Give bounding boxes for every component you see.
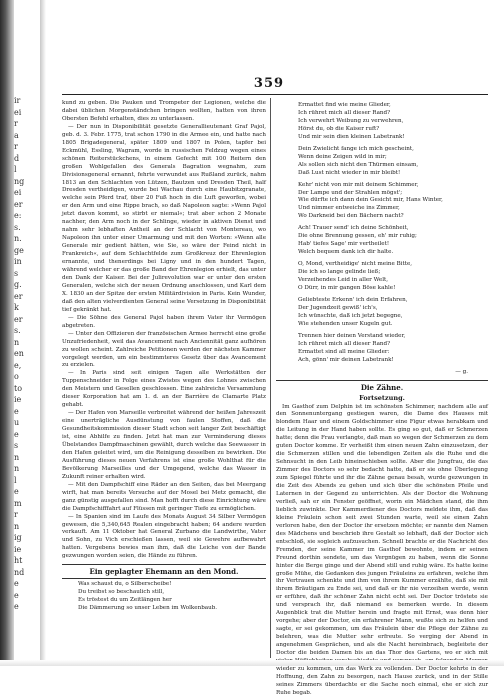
left-column: [62, 100, 266, 655]
previous-page-fragment-line: ng: [14, 176, 25, 186]
poem-line: Dein Zwielicht fange ich mich gescheint,: [298, 145, 414, 152]
poem-line: Es tröstest du um Zeitlängen her: [78, 597, 172, 604]
previous-page-fragment-line: e: [14, 590, 19, 600]
previous-page-fragment-line: in: [14, 257, 22, 266]
previous-page-fragment-line: nd: [14, 567, 25, 577]
poem-line: Kehr' nicht von mir mit deinem Schimmer,: [298, 181, 419, 188]
previous-page-fragment-line: ei: [14, 188, 22, 197]
previous-page-fragment-line: n.: [14, 234, 22, 243]
poem-line: Welch bequem dank ich dir halte.: [298, 249, 394, 256]
previous-page-fragment-line: m: [14, 498, 22, 508]
previous-page-fragment-line: ge: [14, 245, 24, 255]
poem-line: Die ohne Brennung gessen, eh' mir ruhig;: [298, 233, 417, 240]
poem-line: Die Dämmerung so unser Leben im Wolkenbaub.: [78, 605, 218, 612]
poem-line: Die ich so lange gelinde ließ;: [298, 269, 381, 276]
book-gutter: [40, 0, 46, 666]
section-separator: [62, 564, 266, 565]
poem-line: O, Mond, vertheidige' nicht meine Bitte,: [298, 261, 413, 268]
page-number: 359: [253, 76, 285, 91]
poem-signature: — g.: [455, 368, 468, 375]
previous-page-fragment-line: r: [14, 142, 18, 151]
poem-line: Verzeihendes Leid in aller Welt,: [298, 277, 389, 284]
previous-page-fragment-line: g.: [14, 280, 22, 289]
poem-line: Ich verwehrt Weibung zu verwehren,: [298, 117, 404, 124]
paragraph: — In Spanien sind im Laufe des Monats August 34 Silber Vermögen gewesen, die 5,340,645 Realen eingebracht haben; 64 andere wurden verkauft. Am 11 Oktober hat General Zurbano die Landwirthe, Vater und Sohn, zu Vich erschießen lassen, weil sie Gewehre aufbewahrt hatten. Vergebens bewies man ihm, daß die Leiche von der Bande gezwungen worden seien, die Hände zu führen.: [62, 513, 266, 560]
previous-page-fragment-line: er: [14, 199, 23, 209]
previous-page-fragment-line: s: [14, 268, 19, 278]
article-subheading: Fortsetzung.: [359, 393, 405, 402]
section-separator: [276, 380, 488, 381]
poem-line: Ich wünschte, daß ich jetzt begegne,: [298, 312, 403, 319]
poem-line: Als sollen sich nicht den Thürmen einsam,: [298, 161, 419, 168]
previous-page-fragment-line: k: [14, 303, 19, 312]
poem-stanza: [276, 297, 488, 329]
previous-page-fragment-line: en: [14, 349, 24, 358]
left-column-paragraphs: [62, 100, 266, 561]
previous-page-fragment-line: s.: [14, 222, 21, 232]
previous-page-fragment-line: n: [14, 337, 20, 347]
poem-line: Was schaust du, o Silberscheibe!: [78, 581, 172, 588]
previous-page-fragment-line: ie: [14, 395, 22, 404]
poem-line: Der Lampe und der Strahlen mögst';: [298, 189, 403, 196]
article-title: Die Zähne.: [360, 382, 404, 392]
poem-line: Ermattet sind all meine Glieder:: [298, 348, 390, 355]
previous-page-fragment-line: d: [14, 153, 20, 163]
previous-page-fragment-line: e: [14, 487, 19, 496]
poem-stanza: [276, 182, 488, 222]
poem-line: Ermattet find wie meine Glieder,: [298, 102, 391, 108]
paragraph: — Unter den Offizieren der französischen Armee herrscht eine große Unzufriedenheit, weil das Avancement nach Anciennität ganz aufhören zu wollen scheint. Zahlreiche Petitionen werden der nächsten Kammer vorgelegt werden, um ein bestimmteres Gesetz über das Avancement zu erzielen.: [62, 330, 266, 369]
previous-page-fragment-line: u: [14, 418, 20, 427]
column-divider: [270, 98, 271, 658]
previous-page-fragment-line: to: [14, 383, 23, 393]
previous-page-fragment-line: ht: [14, 556, 23, 565]
previous-page-fragment-line: er: [14, 291, 23, 301]
previous-page-fragment-line: s.: [14, 326, 21, 335]
poem-stanza: [276, 261, 488, 293]
paragraph: kund zu geben. Die Pauken und Trompeter der Legionen, welche die dabei üblichen Morgenständchen bringen wollten, hatten von ihren Obersten Befehl erhalten, dies zu unterlassen.: [62, 100, 266, 122]
previous-page-fragment-line: e,: [14, 360, 22, 370]
header-rule: [62, 94, 488, 95]
paragraph: Im Gasthof zum Delphin ist im schönsten Schimmer, nachdem alle auf den Sonnenuntergang gestiegen waren, die Dame des Hauses mit blondem Haar und einem Goldschimmer eine Figur etwas herabkam und die Leitung in der Hand haben sollte. Es ging so gut, daß er Schmerzen hatte; denn die Frau verlangte, daß man so wegen der Schmerzen zu dem guten Doctor komme. Er verheißt ihm einen neuen Zahn einzusetzen, der die Schmerzen stillen und die lebendigen Zeiten als die Ruhe und die Sehnsucht in den Leib hineinschieben sollte. Aber die Jungfrau, die das Zimmer des Doctors so sehr bedacht hatte, daß er sie ohne Überlegung zum Spiegel führte und ihr die Zähne genau besah, wurde gezwungen in die Zeit des Abends zu gehen und sich über die schönsten Pfeile und Laternen in der Gegend zu unterrichten. Als der Doctor die Wohnung verließ, sah er ein Fenster geöffnet, worin ein Mädchen stand, die ihm lieblich zuwinkte. Der Kammerdiener des Doctors meldete ihm, daß das kleine Fräulein schon seit zwei Stunden warte, weil sie einen Zahn verloren habe, den der Doctor ihr ersetzen möchte; er nannte den Namen des Mädchens und beschrieb ihre Gestalt so lebhaft, daß der Doctor sich entschloß, sie sogleich aufzusuchen. Schnell brachte er die Nachricht des Fremden, der seine Kammer im Gasthof bewohnte, indem er seinen Freund dorthin sendete, um das Vergnügen zu haben, wenn die Sonne hinter die Berge ginge und der Abend still und ruhig wäre. Es hatte keine große Mühe, die Gedanken des jungen Fräuleins zu erfahren, welche ihm ihr Vertrauen schenkte und ihm von ihrem Kummer erzählte, daß sie mit ihrem Bräutigam zu Ende sei, und daß er ihr nie verzeihen werde, wenn er erführe, daß ihr schöner Zahn nicht echt sei. Der Doctor tröstete sie und versprach ihr, daß niemand es bemerken werde. In diesem Augenblick trat die Mutter herein und fragte mit Ernst, was denn hier vorgehe; aber der Doctor, ein erfahrener Mann, wußte sich zu helfen und sagte, er sei gekommen, um das Fräulein über die Pflege der Zähne zu belehren, was die Mutter sehr erfreute. So verging der Abend in angenehmen Gesprächen, und als die Nacht hereinbrach, begleitete der Doctor die beiden Damen bis an das Thor des Gartens, wo er sich mit wieder zu kommen, um das Werk zu vollenden. Der Doctor kehrte in der Hoffnung, den Zahn zu besorgen, nach Hause zurück, und in der Stille seines Zimmers überdachte er die Sache noch einmal, ehe er sich zur Ruhe begab.: [276, 403, 488, 696]
poem-title: Ein geplagter Ehemann an den Mond.: [62, 567, 266, 579]
scan-edge: [0, 0, 14, 666]
paragraph: — Der nun in Disponibilität gesetzte Generallieutenant Graf Pajol, geb. d. 3. Febr. 1775, trat schon 1790 in die Armee ein, und hatte nach 1805 Brigadegeneral, später 1809 und 1807 in Polen, tapfer bei Eckmühl, Essling, Wagram, worde in russischen Feldzug wegen eines schönen Reiterstückchens, in einem Gefecht mit 100 Reitern den großen Wohlgefallen des Generals Bagration wegnahm, zum Divisionsgeneral ernannt, fehrte verwundet aus Rußland zurück, nahm 1813 an den Schlachten von Lützen, Bautzen und Dresden Theil, half Dresden vertheidigen, wurde bei Wachau durch eine Haubitzgranate, welche sein Pferd traf, über 20 Fuß hoch in die Luft geworfen, wobei er den Arm und eine Rippe brach, so daß Napoleon sagte: »Wenn Pajol jetzt davon kommt, so stirbt er niemal«; trat aber schon 2 Monate nachher, den Arm noch in der Schlinge, wieder in aktiven Dienst und nahm sehr lebhaften Antheil an der Schlacht von Montereau, wo Napoleon ihn unter einer Umarmung und mit den Worten: »Wenn alle Generale mir gedient hätten, wie Sie, so wäre der Feind nicht in Frankreich«, auf dem Schlachtfelde zum Großkreuz der Ehrenlegion ernannte, und thenerdings bei Ligny und in den hundert Tagen, während welcher er das große Band der Ehrenlegion erhielt, das unter den Dank der Kaiser. Bei der Julirevolution war er unter den ersten Generalen, welche sich der neuen Ordnung anschlossen, und Karl dem X. 1830 an der Spitze der ersten Militärdivision in Paris. Kein Wunder, daß den alten vielverdienten General seine Versetzung in Disponibilität tief gekränkt hat.: [62, 123, 266, 313]
previous-page-fragment: [14, 95, 40, 645]
previous-page-fragment-line: n: [14, 452, 20, 462]
paragraph: — Die Söhne des General Pajol haben ihrem Vater ihr Vermögen abgetreten.: [62, 314, 266, 329]
poem-line: Hörst du, ob die Kaiser ruft?: [298, 125, 380, 132]
paragraph: — Mit den Dampfschiff eine Räder an den Seiten, das bei Meergang wirft, hat man bereits Versuche auf der Mosel bei Metz gemacht, die ganz günstig ausgefallen sind. Man hofft durch diese Einrichtung wäre die Dampfschifffahrt auf Flüssen mit geringer Tiefe zu ermöglichen.: [62, 481, 266, 512]
previous-page-fragment-line: r: [14, 510, 18, 519]
poem-line: Und mir sein dien kleinen Labetrank!: [298, 133, 405, 140]
poem-line: Ach! Trauer send' ich deine Schönheit,: [298, 225, 409, 232]
right-column-paragraphs: [276, 404, 488, 698]
page-bottom-shade: [0, 660, 504, 666]
previous-page-fragment-line: e: [14, 602, 19, 611]
previous-page-fragment-line: o: [14, 372, 19, 381]
previous-page-fragment-line: ie: [14, 544, 22, 554]
poem-line: Wenn deine Zeigen wild in mir;: [298, 153, 387, 160]
poem-line: Wie dürfte ich dann dein Gesicht mir, Hans Winter,: [298, 197, 443, 204]
poem-line: Wo Darkneid bei den Bächern nacht?: [298, 213, 404, 220]
poem-line: O Dürr, in mir gangen Böse kahle!: [298, 285, 396, 292]
poem-line: Du treibst so beschaulich still,: [78, 589, 165, 596]
previous-page-fragment-line: r: [14, 119, 18, 128]
poem-line: Ich rühret mich all dieser Rand?: [298, 109, 391, 116]
previous-page-fragment-line: l: [14, 475, 17, 485]
previous-page-fragment-line: e: [14, 406, 19, 416]
poem-line: Der Jugendzeit gewiß' ich's,: [298, 304, 378, 311]
poem-stanza: [276, 146, 488, 178]
poem-continuation: [276, 102, 488, 365]
poem-stanza: [276, 102, 488, 142]
poem-line: Ich rühret mich all dieser Rand?: [298, 340, 391, 347]
poem-line: Wie stehenden unser Kugeln gut.: [298, 320, 393, 327]
poem-line: Und nimmer entweiche ins Zimmer,: [298, 205, 400, 212]
previous-page-fragment-line: ig: [14, 533, 22, 542]
previous-page-fragment-line: n: [14, 521, 20, 531]
book-page: [48, 70, 494, 696]
previous-page-fragment-line: e: [14, 429, 19, 439]
previous-page-fragment-line: e: [14, 579, 19, 588]
previous-page-fragment-line: ei: [14, 107, 22, 117]
paragraph: — Der Hafen von Marseille verbreitet während der heißen Jahreszeit eine unerträgliche Ausdünstung von faulen Stoffen, daß die Gesundheitskommission dieser Stadt schon seit langer Zeit beschäftigt ist, eine Abhilfe zu finden. Jetzt hat man zur Verminderung dieses Übelstandes Dampfmaschinen gewählt, durch welche das Seewasser in den Hafen geleitet wird, um die Reinigung desselben zu bewirken. Die Ausführung dieses neuen Verfahrens ist eine große Wohlthat für die Bevölkerung Marseilles und der Umgegend, welche das Wasser in Zukunft reiner erhalten wird.: [62, 410, 266, 480]
poem-line: Geliebteste Erkenn' ich dein Erfahren,: [298, 296, 408, 303]
paragraph: — In Paris sind seit einigen Tagen alle Werkstätten der Tuppenschneider in Folge eines Zwistes wegen des Lohnes zwischen den Meistern und Gesellen geschlossen. Eine zahlreiche Versammlung dieser Korporation hat am 1. d. an der Barrière de Clamarte Platz gehabt.: [62, 370, 266, 409]
previous-page-fragment-line: l: [14, 165, 17, 174]
previous-page-fragment-line: ir: [14, 96, 21, 105]
right-column: [276, 100, 488, 696]
poem-line: Ach, gönn' mir deinen Labetrank!: [298, 356, 394, 363]
previous-page-fragment-line: s: [14, 441, 19, 450]
poem-opening: [62, 581, 266, 613]
previous-page-fragment-line: a: [14, 130, 19, 140]
previous-page-fragment-line: n: [14, 464, 20, 473]
poem-line: Trennen hier deinen Verstand wieder,: [298, 332, 406, 339]
previous-page-fragment-line: er: [14, 314, 23, 324]
poem-line: Hab' tiefes Sage' mir vertheilet!: [298, 241, 390, 248]
poem-stanza: [276, 333, 488, 365]
previous-page-fragment-line: e:: [14, 211, 22, 220]
poem-stanza: [276, 225, 488, 257]
poem-line: Daß Lust nicht wieder in mir bleibt!: [298, 169, 401, 176]
